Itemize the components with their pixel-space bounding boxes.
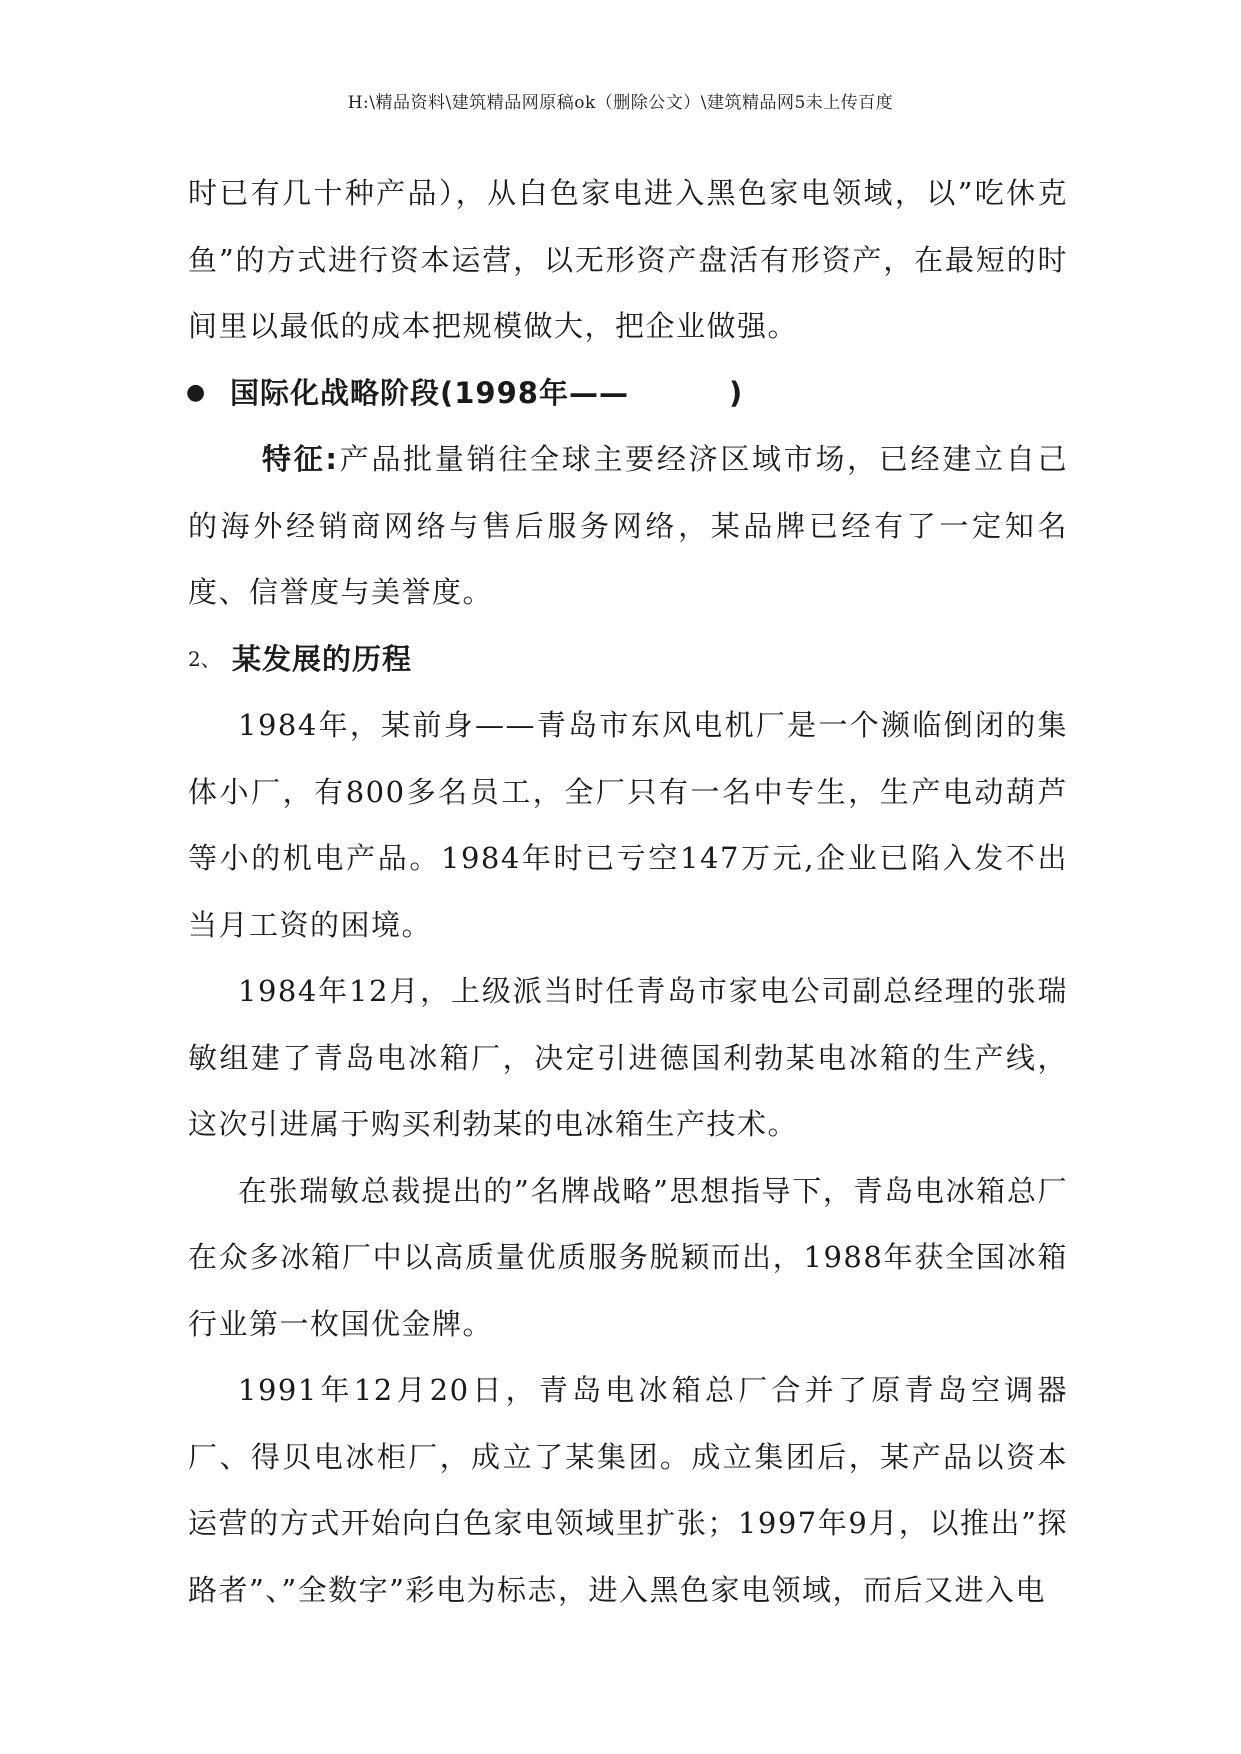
paragraph-1991: 1991年12月20日，青岛电冰箱总厂合并了原青岛空调器厂、得贝电冰柜厂，成立了某集团。成立集团后，某产品以资本运营的方式开始向白色家电领域里扩张；1997年9月，以推出”探路者”、”全数字”彩电为标志，进入黑色家电领域，而后又进入电 bbox=[188, 1373, 1068, 1607]
paragraph-1984-dec: 1984年12月，上级派当时任青岛市家电公司副总经理的张瑞敏组建了青岛电冰箱厂，决定引进德国利勃某电冰箱的生产线，这次引进属于购买利勃某的电冰箱生产技术。 bbox=[188, 974, 1068, 1141]
feature-label: 特征: bbox=[262, 442, 339, 476]
paragraph-feature bbox=[188, 426, 1068, 626]
paragraph-intro: 时已有几十种产品），从白色家电进入黑色家电领域，以”吃休克鱼”的方式进行资本运营，以无形资产盘活有形资产，在最短的时间里以最低的成本把规模做大，把企业做强。 bbox=[188, 176, 1068, 343]
paragraph-1984: 1984年，某前身——青岛市东风电机厂是一个濒临倒闭的集体小厂，有800多名员工，全厂只有一名中专生，生产电动葫芦等小的机电产品。1984年时已亏空147万元,企业已陷入发不出当月工资的困境。 bbox=[188, 708, 1068, 942]
feature-text: 产品批量销往全球主要经济区域市场，已经建立自己的海外经销商网络与售后服务网络，某品牌已经有了一定知名度、信誉度与美誉度。 bbox=[188, 442, 1068, 609]
bullet-heading-internationalization bbox=[188, 360, 1068, 427]
document-body bbox=[188, 160, 1068, 1623]
bullet-icon: ● bbox=[186, 379, 207, 405]
section-title: 某发展的历程 bbox=[232, 641, 413, 676]
page-header-path: H:\精品资料\建筑精品网原稿ok（删除公文）\建筑精品网5未上传百度 bbox=[347, 93, 894, 113]
section-number: 2、 bbox=[188, 646, 221, 671]
bullet-heading-close: ) bbox=[728, 375, 744, 410]
bullet-heading-text: 国际化战略阶段(1998年—— bbox=[230, 375, 629, 410]
paragraph-brand-strategy: 在张瑞敏总裁提出的”名牌战略”思想指导下，青岛电冰箱总厂在众多冰箱厂中以高质量优质服务脱颖而出，1988年获全国冰箱行业第一枚国优金牌。 bbox=[188, 1173, 1068, 1341]
section-heading bbox=[188, 626, 1068, 693]
